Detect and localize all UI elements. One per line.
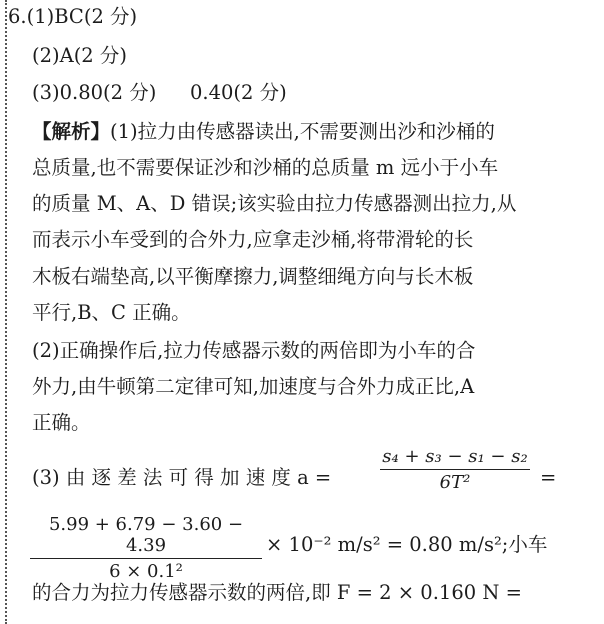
page-binding-edge xyxy=(5,0,7,624)
analysis-line-2: 总质量,也不需要保证沙和沙桶的总质量 m 远小于小车 xyxy=(32,156,499,179)
fraction-bar xyxy=(380,469,530,470)
analysis-tag: 【解析】 xyxy=(32,120,111,143)
fraction-denominator: 6T² xyxy=(439,472,471,493)
answer-line-3a: (3)0.80(2 分) xyxy=(32,81,157,104)
fraction-numerator: s₄ + s₃ − s₁ − s₂ xyxy=(382,446,528,467)
formula-fraction-numeric xyxy=(30,514,262,582)
answer-line-3b: 0.40(2 分) xyxy=(190,81,287,104)
answer-line-1: 6.(1)BC(2 分) xyxy=(8,5,138,28)
analysis-line-4: 而表示小车受到的合外力,应拿走沙桶,将带滑轮的长 xyxy=(32,228,474,251)
fraction-denominator: 6 × 0.1² xyxy=(109,561,183,582)
answer-line-2: (2)A(2 分) xyxy=(32,44,128,67)
equals-sign: = xyxy=(540,466,557,489)
analysis-line-8: 外力,由牛顿第二定律可知,加速度与合外力成正比,A xyxy=(32,375,475,398)
fraction-numerator: 5.99 + 6.79 − 3.60 − 4.39 xyxy=(48,514,244,556)
analysis-text: (1)拉力由传感器读出,不需要测出沙和沙桶的 xyxy=(110,120,495,143)
formula-result: × 10⁻² m/s² = 0.80 m/s²;小车 xyxy=(266,533,548,556)
analysis-line-last: 的合力为拉力传感器示数的两倍,即 F = 2 × 0.160 N = xyxy=(32,581,522,604)
analysis-line-9: 正确。 xyxy=(32,411,91,434)
fraction-bar xyxy=(30,558,262,559)
analysis-line-1 xyxy=(32,119,495,145)
analysis-line-5: 木板右端垫高,以平衡摩擦力,调整细绳方向与长木板 xyxy=(32,265,474,288)
analysis-line-10-lead: (3) 由 逐 差 法 可 得 加 速 度 a = xyxy=(32,466,332,489)
formula-fraction-symbolic xyxy=(380,446,530,493)
analysis-line-6: 平行,B、C 正确。 xyxy=(32,301,191,324)
analysis-line-7: (2)正确操作后,拉力传感器示数的两倍即为小车的合 xyxy=(32,339,476,362)
analysis-line-3: 的质量 M、A、D 错误;该实验由拉力传感器测出拉力,从 xyxy=(32,192,517,215)
